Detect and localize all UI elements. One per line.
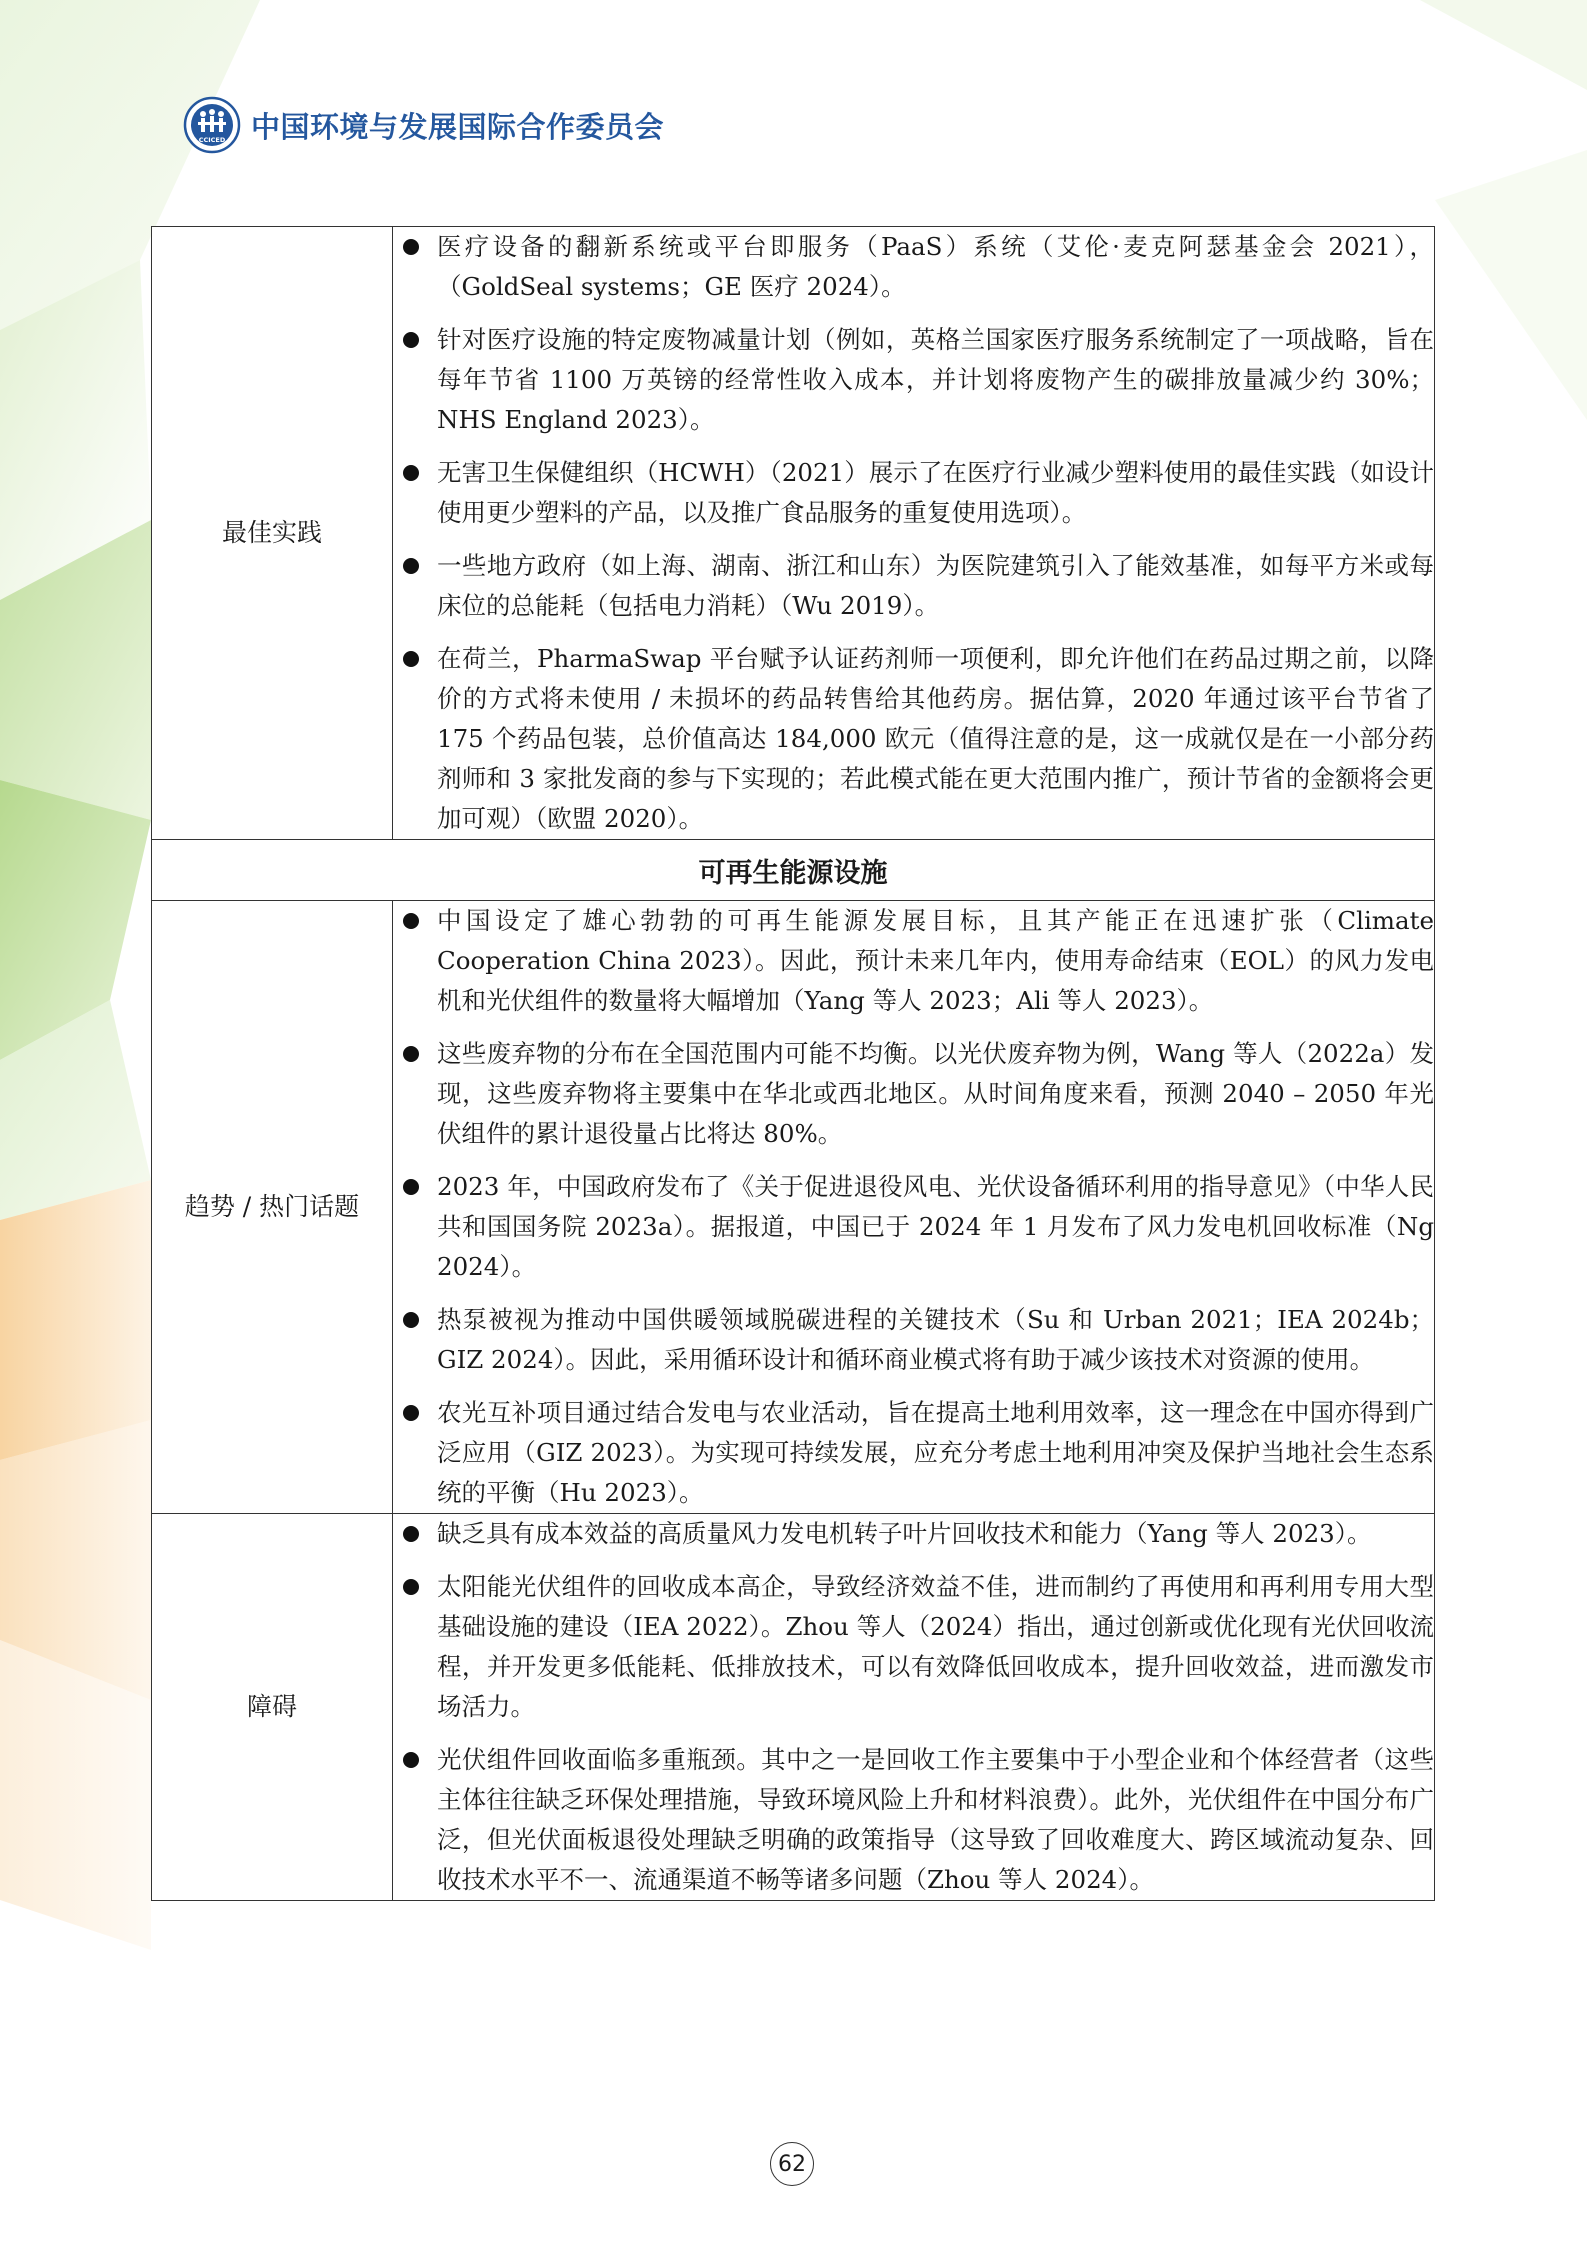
list-item: 农光互补项目通过结合发电与农业活动，旨在提高土地利用效率，这一理念在中国亦得到广泛应用（GIZ 2023）。为实现可持续发展，应充分考虑土地利用冲突及保护当地社会生态系统的平衡（Hu 2023）。 bbox=[393, 1393, 1434, 1513]
page-header bbox=[183, 95, 664, 155]
list-item: 缺乏具有成本效益的高质量风力发电机转子叶片回收技术和能力（Yang 等人 2023）。 bbox=[393, 1514, 1434, 1554]
list-item: 太阳能光伏组件的回收成本高企，导致经济效益不佳，进而制约了再使用和再利用专用大型基础设施的建设（IEA 2022）。Zhou 等人（2024）指出，通过创新或优化现有光伏回收流程，并开发更多低能耗、低排放技术，可以有效降低回收成本，提升回收效益，进而激发市场活力。 bbox=[393, 1567, 1434, 1727]
list-item: 这些废弃物的分布在全国范围内可能不均衡。以光伏废弃物为例，Wang 等人（2022a）发现，这些废弃物将主要集中在华北或西北地区。从时间角度来看，预测 2040 – 2050 年光伏组件的累计退役量占比将达 80%。 bbox=[393, 1034, 1434, 1154]
row-label: 趋势 / 热门话题 bbox=[152, 901, 393, 1514]
bullet-dot-icon bbox=[403, 558, 419, 574]
row-label: 最佳实践 bbox=[152, 227, 393, 840]
bullet-dot-icon bbox=[403, 1752, 419, 1768]
row-content bbox=[393, 1514, 1435, 1901]
bullet-dot-icon bbox=[403, 1179, 419, 1195]
bullet-dot-icon bbox=[403, 1405, 419, 1421]
bullet-dot-icon bbox=[403, 1579, 419, 1595]
bullet-dot-icon bbox=[403, 913, 419, 929]
list-item: 无害卫生保健组织（HCWH）（2021）展示了在医疗行业减少塑料使用的最佳实践（如设计使用更少塑料的产品，以及推广食品服务的重复使用选项）。 bbox=[393, 453, 1434, 533]
bullet-dot-icon bbox=[403, 651, 419, 667]
bullet-dot-icon bbox=[403, 1526, 419, 1542]
row-content bbox=[393, 227, 1435, 840]
bullet-list bbox=[393, 227, 1434, 839]
list-item: 一些地方政府（如上海、湖南、浙江和山东）为医院建筑引入了能效基准，如每平方米或每床位的总能耗（包括电力消耗）（Wu 2019）。 bbox=[393, 546, 1434, 626]
bullet-dot-icon bbox=[403, 332, 419, 348]
table-row bbox=[152, 227, 1435, 840]
list-item: 热泵被视为推动中国供暖领域脱碳进程的关键技术（Su 和 Urban 2021；IEA 2024b；GIZ 2024）。因此，采用循环设计和循环商业模式将有助于减少该技术对资源的使用。 bbox=[393, 1300, 1434, 1380]
content-table bbox=[151, 226, 1435, 1901]
table-row bbox=[152, 1514, 1435, 1901]
list-item: 光伏组件回收面临多重瓶颈。其中之一是回收工作主要集中于小型企业和个体经营者（这些主体往往缺乏环保处理措施，导致环境风险上升和材料浪费）。此外，光伏组件在中国分布广泛，但光伏面板退役处理缺乏明确的政策指导（这导致了回收难度大、跨区域流动复杂、回收技术水平不一、流通渠道不畅等诸多问题（Zhou 等人 2024）。 bbox=[393, 1740, 1434, 1900]
row-content bbox=[393, 901, 1435, 1514]
list-item: 针对医疗设施的特定废物减量计划（例如，英格兰国家医疗服务系统制定了一项战略，旨在每年节省 1100 万英镑的经常性收入成本，并计划将废物产生的碳排放量减少约 30%；NHS England 2023）。 bbox=[393, 320, 1434, 440]
section-row bbox=[152, 840, 1435, 901]
bullet-dot-icon bbox=[403, 239, 419, 255]
table-row bbox=[152, 901, 1435, 1514]
list-item: 2023 年，中国政府发布了《关于促进退役风电、光伏设备循环利用的指导意见》（中华人民共和国国务院 2023a）。据报道，中国已于 2024 年 1 月发布了风力发电机回收标准（Ng 2024）。 bbox=[393, 1167, 1434, 1287]
svg-text:CCICED: CCICED bbox=[198, 136, 226, 144]
bullet-list bbox=[393, 901, 1434, 1513]
bullet-dot-icon bbox=[403, 1312, 419, 1328]
cciced-logo-icon bbox=[183, 96, 241, 154]
bullet-list bbox=[393, 1514, 1434, 1900]
bullet-dot-icon bbox=[403, 465, 419, 481]
page-number: 62 bbox=[770, 2142, 814, 2186]
list-item: 医疗设备的翻新系统或平台即服务（PaaS）系统（艾伦·麦克阿瑟基金会 2021），（GoldSeal systems；GE 医疗 2024）。 bbox=[393, 227, 1434, 307]
list-item: 在荷兰，PharmaSwap 平台赋予认证药剂师一项便利，即允许他们在药品过期之前，以降价的方式将未使用 / 未损坏的药品转售给其他药房。据估算，2020 年通过该平台节省了 175 个药品包装，总价值高达 184,000 欧元（值得注意的是，这一成就仅是在一小部分药剂师和 3 家批发商的参与下实现的；若此模式能在更大范围内推广，预计节省的金额将会更加可观）（欧盟 2020）。 bbox=[393, 639, 1434, 839]
bullet-dot-icon bbox=[403, 1046, 419, 1062]
list-item: 中国设定了雄心勃勃的可再生能源发展目标，且其产能正在迅速扩张（Climate Cooperation China 2023）。因此，预计未来几年内，使用寿命结束（EOL）的风力发电机和光伏组件的数量将大幅增加（Yang 等人 2023；Ali 等人 2023）。 bbox=[393, 901, 1434, 1021]
section-heading: 可再生能源设施 bbox=[152, 840, 1435, 901]
organization-name: 中国环境与发展国际合作委员会 bbox=[251, 109, 665, 144]
row-label: 障碍 bbox=[152, 1514, 393, 1901]
